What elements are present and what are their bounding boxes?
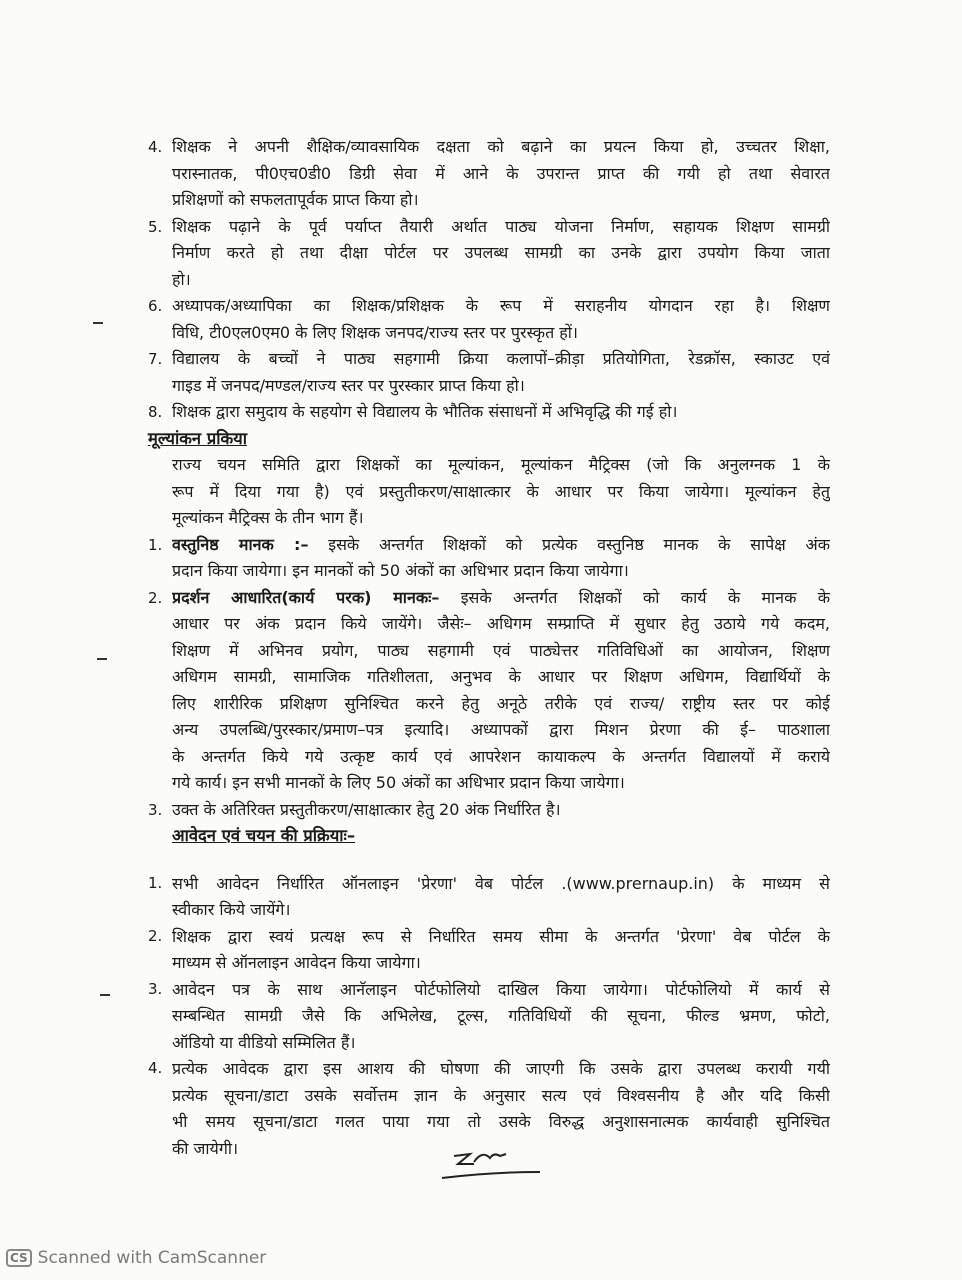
list-item-line bbox=[0, 1002, 962, 1029]
item-lead: वस्तुनिष्ठ मानक :– bbox=[172, 534, 309, 554]
item-text: अधिगम सामग्री, सामाजिक गतिशीलता, अनुभव के आधार पर शिक्षण अधिगम, विद्यार्थियों के bbox=[172, 667, 830, 686]
list-item-line bbox=[0, 1082, 962, 1109]
item-text: विधि, टी0एल0एम0 के लिए शिक्षक जनपद/राज्य स्तर पर पुरस्कृत हों। bbox=[172, 322, 578, 342]
list-item-line bbox=[0, 373, 962, 400]
item-text: गाइड में जनपद/मण्डल/राज्य स्तर पर पुरस्कार प्राप्त किया हो। bbox=[172, 375, 525, 395]
paragraph-text: राज्य चयन समिति द्वारा शिक्षकों का मूल्यांकन, मूल्यांकन मैट्रिक्स (जो कि अनुलग्नक 1 के bbox=[172, 455, 830, 474]
list-item-line bbox=[0, 240, 962, 267]
item-text: शिक्षक द्वारा समुदाय के सहयोग से विद्यालय के भौतिक संसाधनों में अभिवृद्धि की गई हो। bbox=[172, 402, 678, 421]
list-item-line bbox=[0, 664, 962, 691]
list-item-line bbox=[0, 1108, 962, 1135]
item-text: परास्नातक, पी0एच0डी0 डिग्री सेवा में आने के उपरान्त प्राप्त की गयी हो तथा सेवारत bbox=[172, 163, 830, 183]
paragraph-line bbox=[0, 505, 962, 532]
item-number: 4. bbox=[148, 138, 163, 156]
item-text: हो। bbox=[172, 269, 191, 289]
item-text: निर्माण करते हो तथा दीक्षा पोर्टल पर उपलब्ध सामग्री का उनके द्वारा उपयोग किया जाता bbox=[172, 243, 830, 262]
item-text: अध्यापक/अध्यापिका का शिक्षक/प्रशिक्षक के रूप में सराहनीय योगदान रहा है। शिक्षण bbox=[172, 296, 830, 315]
item-text: उक्त के अतिरिक्त प्रस्तुतीकरण/साक्षात्कार हेतु 20 अंक निर्धारित है। bbox=[172, 799, 561, 819]
paragraph-line bbox=[0, 479, 962, 506]
list-item-line bbox=[0, 896, 962, 923]
list-item-line bbox=[0, 346, 962, 373]
camscanner-footer bbox=[6, 1248, 266, 1268]
spacer bbox=[0, 850, 962, 870]
item-text: शिक्षक ने अपनी शैक्षिक/व्यावसायिक दक्षता को बढ़ाने का प्रयत्न किया हो, उच्चतर शिक्षा, bbox=[172, 137, 830, 156]
item-text: शिक्षक पढ़ाने के पूर्व पर्याप्त तैयारी अर्थात पाठ्य योजना निर्माण, सहायक शिक्षण सामग्री bbox=[172, 216, 830, 236]
item-text: लिए शारीरिक प्रशिक्षण सुनिश्चित करने हेतु अनूठे तरीके एवं राज्य/ राष्ट्रीय स्तर पर कोई bbox=[172, 693, 830, 713]
document-page bbox=[0, 134, 962, 1161]
item-text: भी समय सूचना/डाटा गलत पाया गया तो उसके विरुद्ध अनुशासनात्मक कार्यवाही सुनिश्चित bbox=[172, 1112, 830, 1131]
application-heading: आवेदन एवं चयन की प्रक्रियाः– bbox=[172, 826, 356, 845]
item-text bbox=[172, 585, 830, 612]
list-item-line bbox=[0, 638, 962, 665]
list-item-line bbox=[0, 923, 962, 950]
item-text: गये कार्य। इन सभी मानकों के लिए 50 अंकों का अधिभार प्रदान किया जायेगा। bbox=[172, 773, 625, 792]
item-text: प्रदान किया जायेगा। इन मानकों को 50 अंकों का अधिभार प्रदान किया जायेगा। bbox=[172, 561, 629, 580]
list-item-line bbox=[0, 187, 962, 214]
camscanner-logo-icon: CS bbox=[6, 1249, 32, 1267]
paragraph-line bbox=[0, 452, 962, 479]
list-item-line bbox=[0, 691, 962, 718]
list-item-line bbox=[0, 161, 962, 188]
list-item-line bbox=[0, 1055, 962, 1082]
item-text: शिक्षण में अभिनव प्रयोग, पाठ्य सहगामी एवं पाठ्येत्तर गतिविधिओं का आयोजन, शिक्षण bbox=[172, 640, 830, 660]
item-number: 1. bbox=[148, 873, 163, 892]
list-item-line bbox=[0, 532, 962, 559]
item-number: 8. bbox=[148, 403, 163, 421]
item-number: 3. bbox=[148, 800, 163, 819]
item-text: माध्यम से ऑनलाइन आवेदन किया जायेगा। bbox=[172, 953, 421, 972]
item-number: 5. bbox=[148, 217, 163, 236]
list-item-line bbox=[0, 399, 962, 426]
list-item-line bbox=[0, 797, 962, 824]
item-number: 6. bbox=[148, 297, 163, 315]
list-item-line bbox=[0, 585, 962, 612]
list-item-line bbox=[0, 976, 962, 1003]
list-item-line bbox=[0, 611, 962, 638]
item-text: स्वीकार किये जायेंगे। bbox=[172, 900, 291, 919]
item-text: सभी आवेदन निर्धारित ऑनलाइन 'प्रेरणा' वेब पोर्टल .(www.prernaup.in) के माध्यम से bbox=[172, 873, 830, 893]
item-number: 4. bbox=[148, 1059, 163, 1077]
item-number: 7. bbox=[148, 350, 163, 368]
list-item-line bbox=[0, 717, 962, 744]
evaluation-heading: मूल्यांकन प्रकिया bbox=[148, 428, 248, 448]
list-item-line bbox=[0, 949, 962, 976]
list-item-line bbox=[0, 744, 962, 771]
list-item-line bbox=[0, 214, 962, 241]
list-item-line bbox=[0, 770, 962, 797]
list-item-line bbox=[0, 1029, 962, 1056]
section-heading bbox=[0, 426, 962, 453]
list-item-line bbox=[0, 293, 962, 320]
item-text-segment: इसके अन्तर्गत शिक्षकों को प्रत्येक वस्तुनिष्ठ मानक के सापेक्ष अंक bbox=[328, 534, 830, 554]
item-text: आवेदन पत्र के साथ आनॅलाइन पोर्टफोलियो दाखिल किया जायेगा। पोर्टफोलियो में कार्य से bbox=[172, 979, 830, 999]
list-item-line bbox=[0, 870, 962, 897]
item-text: के अन्तर्गत किये गये उत्कृष्ट कार्य एवं आपरेशन कायाकल्प के अन्तर्गत विद्यालयों में कराये bbox=[172, 746, 830, 766]
item-text: प्रशिक्षणों को सफलतापूर्वक प्राप्त किया हो। bbox=[172, 190, 419, 209]
item-text: ऑडियो या वीडियो सम्मिलित हैं। bbox=[172, 1032, 356, 1052]
item-text-segment: इसके अन्तर्गत शिक्षकों को कार्य के मानक के bbox=[460, 587, 830, 607]
item-text: की जायेगी। bbox=[172, 1138, 239, 1158]
item-number: 1. bbox=[148, 535, 163, 554]
item-text: विद्यालय के बच्चों ने पाठ्य सहगामी क्रिया कलापों–क्रीड़ा प्रतियोगिता, रेडक्रॉस, स्काउट एवं bbox=[172, 349, 830, 368]
item-text: प्रत्येक सूचना/डाटा उसके सर्वोत्तम ज्ञान के अनुसार सत्य एवं विश्वसनीय है और यदि किसी bbox=[172, 1085, 830, 1105]
signature bbox=[440, 1142, 550, 1182]
footer-text: Scanned with CamScanner bbox=[37, 1248, 267, 1268]
paragraph-text: मूल्यांकन मैट्रिक्स के तीन भाग हैं। bbox=[172, 508, 364, 527]
list-item-line bbox=[0, 320, 962, 347]
list-item-line bbox=[0, 134, 962, 161]
item-text bbox=[172, 532, 830, 559]
list-item-line bbox=[0, 558, 962, 585]
item-number: 2. bbox=[148, 926, 163, 945]
item-number: 2. bbox=[148, 588, 163, 607]
item-text: प्रत्येक आवेदक द्वारा इस आशय की घोषणा की जाएगी कि उसके द्वारा उपलब्ध करायी गयी bbox=[172, 1059, 830, 1078]
item-lead: प्रदर्शन आधारित(कार्य परक) मानकः– bbox=[172, 587, 440, 607]
item-text: अन्य उपलब्धि/पुरस्कार/प्रमाण–पत्र इत्यादि। अध्यापकों द्वारा मिशन प्रेरणा की ई– पाठशाला bbox=[172, 720, 830, 739]
list-item-line bbox=[0, 267, 962, 294]
item-text: शिक्षक द्वारा स्वयं प्रत्यक्ष रूप से निर्धारित समय सीमा के अन्तर्गत 'प्रेरणा' वेब पोर्टल के bbox=[172, 926, 830, 946]
section-heading bbox=[0, 823, 962, 850]
item-text: सम्बन्धित सामग्री जैसे कि अभिलेख, टूल्स, गतिविधियों की सूचना, फील्ड भ्रमण, फोटो, bbox=[172, 1006, 830, 1025]
item-text: आधार पर अंक प्रदान किये जायेंगे। जैसेः– अधिगम सम्प्राप्ति में सुधार हेतु उठाये गये कदम, bbox=[172, 614, 830, 633]
item-number: 3. bbox=[148, 979, 163, 998]
paragraph-text: रूप में दिया गया है) एवं प्रस्तुतीकरण/साक्षात्कार के आधार पर किया जायेगा। मूल्यांकन हेतु bbox=[172, 481, 830, 501]
